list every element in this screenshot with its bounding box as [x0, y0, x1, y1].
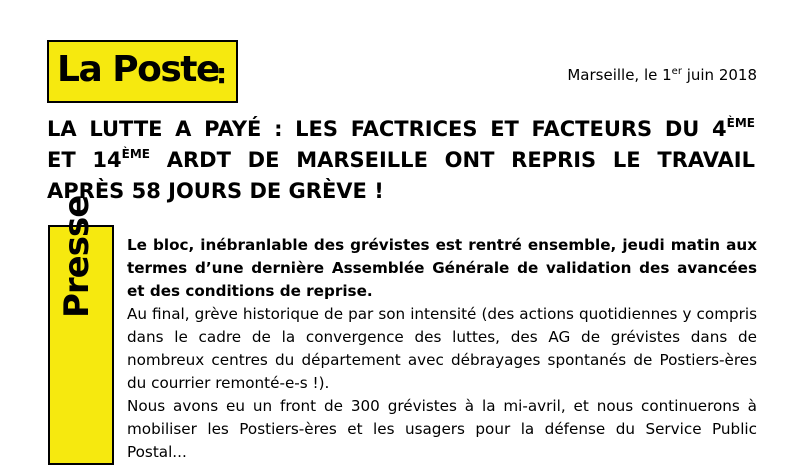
lead-paragraph: Le bloc, inébranlable des grévistes est rentré ensemble, jeudi matin aux termes d’une dernière Assemblée Générale de validation des avancées et des conditions de reprise. [127, 236, 757, 300]
logo-text: La Poste [57, 49, 219, 90]
paragraph-3: Nous avons eu un front de 300 grévistes à la mi-avril, et nous continuerons à mobiliser les Postiers-ères et les usagers pour la défense du Service Public Postal... [127, 397, 757, 461]
headline-line-3: APRÈS 58 JOURS DE GRÈVE ! [47, 179, 384, 203]
date-superscript: er [671, 66, 682, 77]
paragraph-2: Au final, grève historique de par son intensité (des actions quotidiennes y compris dans le cadre de la convergence des luttes, des AG de grévistes dans de nombreux centres du département avec débrayages spontanés de Postiers-ères du courrier remonté-e-s !). [127, 305, 757, 392]
headline-line-1-text: LA LUTTE A PAYÉ : LES FACTRICES ET FACTEURS DU 4 [47, 117, 727, 141]
article-body [127, 234, 757, 464]
date-suffix: juin 2018 [681, 66, 757, 84]
logo-colon: : [216, 57, 228, 90]
headline-line-1-superscript: ÈME [726, 116, 755, 130]
headline-line-2-text: ARDT DE MARSEILLE ONT REPRIS LE TRAVAIL [150, 148, 755, 172]
presse-label: Presse [57, 195, 97, 318]
date-prefix: Marseille, le 1 [567, 66, 672, 84]
headline-line-2-prefix: ET 14 [47, 148, 122, 172]
headline-line-2-superscript: ÈME [121, 147, 150, 161]
